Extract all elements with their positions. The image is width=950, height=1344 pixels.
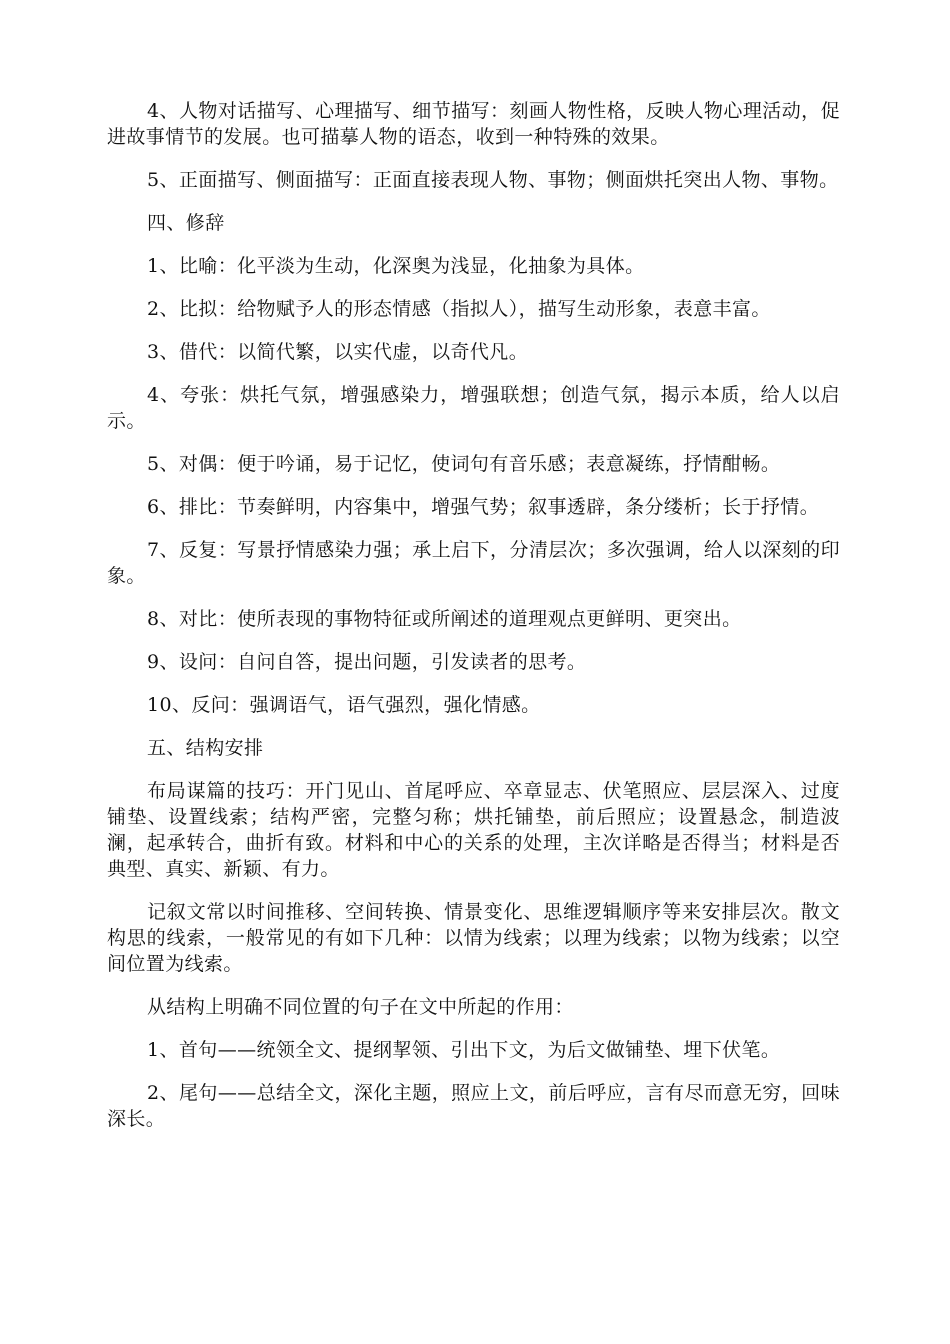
paragraph-personification: 2、比拟：给物赋予人的形态情感（指拟人），描写生动形象，表意丰富。: [147, 298, 771, 320]
paragraph-antithesis: 5、对偶：便于吟诵，易于记忆，使词句有音乐感；表意凝练，抒情酣畅。: [147, 453, 781, 475]
paragraph-layout-techniques: 布局谋篇的技巧：开门见山、首尾呼应、卒章显志、伏笔照应、层层深入、过度铺垫、设置线索；结构严密，完整匀称；烘托铺垫，前后照应；设置悬念，制造波澜，起承转合，曲折有致。材料和中心的关系的处理，主次详略是否得当；材料是否典型、真实、新颖、有力。: [107, 780, 840, 880]
paragraph-parallelism: 6、排比：节奏鲜明，内容集中，增强气势；叙事透辟，条分缕析；长于抒情。: [147, 496, 820, 518]
paragraph-narrative-threads: 记叙文常以时间推移、空间转换、情景变化、思维逻辑顺序等来安排层次。散文构思的线索，一般常见的有如下几种：以情为线索；以理为线索；以物为线索；以空间位置为线索。: [107, 901, 840, 975]
paragraph-last-sentence: 2、尾句——总结全文，深化主题，照应上文，前后呼应，言有尽而意无穷，回味深长。: [107, 1082, 840, 1130]
paragraph-repetition: 7、反复：写景抒情感染力强；承上启下，分清层次；多次强调，给人以深刻的印象。: [107, 539, 840, 587]
paragraph-first-sentence: 1、首句——统领全文、提纲挈领、引出下文，为后文做铺垫、埋下伏笔。: [147, 1039, 781, 1061]
paragraph-sentence-position-intro: 从结构上明确不同位置的句子在文中所起的作用：: [147, 996, 574, 1018]
paragraph-item-4-dialogue-psychology-detail: 4、人物对话描写、心理描写、细节描写：刻画人物性格，反映人物心理活动，促进故事情节的发展。也可描摹人物的语态，收到一种特殊的效果。: [107, 100, 840, 148]
paragraph-metaphor: 1、比喻：化平淡为生动，化深奥为浅显，化抽象为具体。: [147, 255, 645, 277]
document-body: [107, 98, 840, 1149]
section-heading-rhetoric: 四、修辞: [147, 212, 225, 234]
paragraph-contrast: 8、对比：使所表现的事物特征或所阐述的道理观点更鲜明、更突出。: [147, 608, 742, 630]
paragraph-hypophora: 9、设问：自问自答，提出问题，引发读者的思考。: [147, 651, 587, 673]
section-heading-structure: 五、结构安排: [147, 737, 264, 759]
paragraph-rhetorical-question: 10、反问：强调语气，语气强烈，强化情感。: [147, 694, 541, 716]
paragraph-item-5-direct-indirect: 5、正面描写、侧面描写：正面直接表现人物、事物；侧面烘托突出人物、事物。: [147, 169, 839, 191]
paragraph-metonymy: 3、借代：以简代繁，以实代虚，以奇代凡。: [147, 341, 529, 363]
paragraph-hyperbole: 4、夸张：烘托气氛，增强感染力，增强联想；创造气氛，揭示本质，给人以启示。: [107, 384, 840, 432]
